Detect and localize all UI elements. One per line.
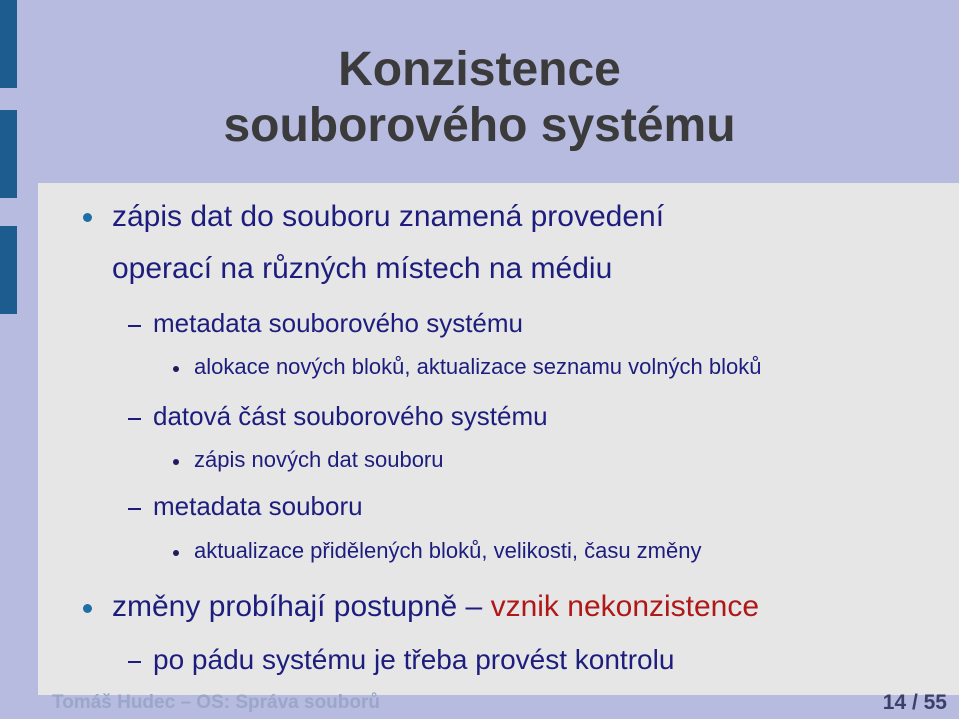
dash-icon [128,418,141,420]
slide-title [0,42,959,154]
page-number: 14 / 55 [882,691,947,714]
footer-author: Tomáš Hudec – OS: Správa souborů [52,692,381,713]
sub-item-data-part: datová část souborového systému [153,401,548,431]
dash-icon [128,661,141,663]
sub-sub-item-allocation: alokace nových bloků, aktualizace seznamu volných bloků [194,354,762,379]
bullet-icon [83,213,92,222]
bullet-small-icon [173,366,179,372]
sub-item-metadata-fs: metadata souborového systému [153,308,523,338]
sub-item-after-crash: po pádu systému je třeba provést kontrolu [153,644,675,675]
bullet-2 [112,590,759,624]
sub-sub-item-new-data: zápis nových dat souboru [194,447,444,472]
accent-bar-bottom [0,226,17,314]
bullet-icon [83,604,92,613]
sub-item-file-metadata: metadata souboru [153,491,363,521]
bullet-1-line2: operací na různých místech na médiu [112,252,613,285]
bullet-2-text: změny probíhají postupně – [112,590,491,623]
slide-title-line1: Konzistence [338,43,621,96]
bullet-small-icon [173,459,179,465]
bullet-1-line1: zápis dat do souboru znamená provedení [112,200,665,233]
bullet-2-highlight: vznik nekonzistence [490,590,760,623]
sub-sub-item-update-blocks: aktualizace přidělených bloků, velikosti, času změny [194,538,702,563]
slide-title-line2: souborového systému [223,99,736,152]
dash-icon [128,325,141,327]
dash-icon [128,508,141,510]
bullet-small-icon [173,550,179,556]
